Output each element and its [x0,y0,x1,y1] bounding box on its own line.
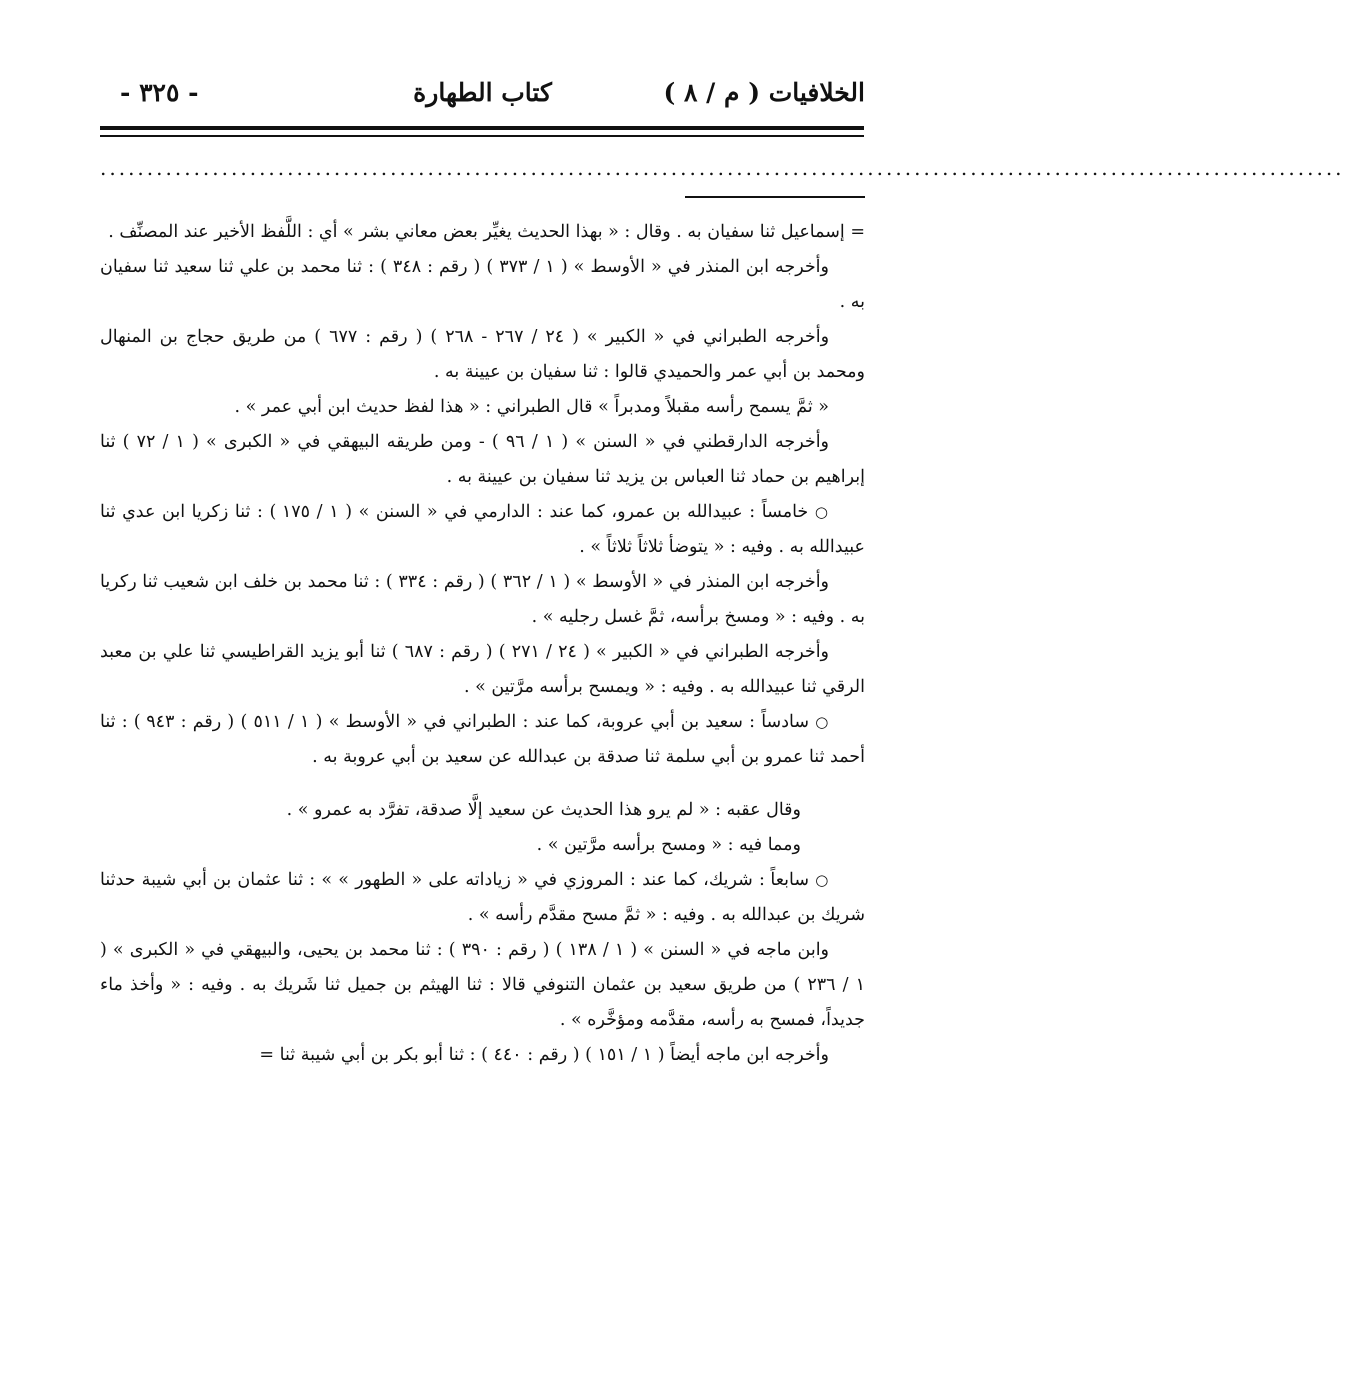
paragraph: وابن ماجه في « السنن » ( ١ / ١٣٨ ) ( رقم : ٣٩٠ ) : ثنا محمد بن يحيى، والبيهقي في « الكبرى » ( ١ / ٢٣٦ ) من طريق سعيد بن عثمان التنوفي قالا : ثنا الهيثم بن جميل ثنا شَريك به . وفيه : « وأخذ ماء جديداً، فمسح به رأسه، مقدَّمه ومؤخَّره » . [100,940,865,1030]
bullet-marker: ○ [815,713,829,731]
paragraph: ومما فيه : « ومسح برأسه مرَّتين » . [536,835,801,855]
paragraph: وأخرجه ابن المنذر في « الأوسط » ( ١ / ٣٦٢ ) ( رقم : ٣٣٤ ) : ثنا محمد بن خلف ابن شعيب ثنا ركريا به . وفيه : « ومسخ برأسه، ثمَّ غسل رجليه » . [100,572,865,627]
footnote-rule [685,196,865,198]
paragraph: = إسماعيل ثنا سفيان به . وقال : « بهذا الحديث يغيِّر بعض معاني بشر » أي : اللَّفظ الأخير عند المصنِّف . [108,222,865,242]
footnote-text [100,215,865,1073]
running-header [100,78,865,118]
paragraph: وأخرجه الطبراني في « الكبير » ( ٢٤ / ٢٦٧ - ٢٦٨ ) ( رقم : ٦٧٧ ) من طريق حجاج بن المنهال ومحمد بن أبي عمر والحميدي قالوا : ثنا سفيان بن عيينة به . [100,327,865,382]
header-rule-thick [100,126,864,130]
paragraph: وأخرجه الطبراني في « الكبير » ( ٢٤ / ٢٧١ ) ( رقم : ٦٨٧ ) ثنا أبو يزيد القراطيسي ثنا علي بن معبد الرقي ثنا عبيدالله به . وفيه : « ويمسح برأسه مرَّتين » . [100,642,865,697]
paragraph: ○ سادساً : سعيد بن أبي عروبة، كما عند : الطبراني في « الأوسط » ( ١ / ٥١١ ) ( رقم : ٩٤٣ ) : ثنا أحمد ثنا عمرو بن أبي سلمة ثنا صدقة بن عبدالله عن سعيد بن أبي عروبة به . [100,712,865,767]
paragraph: وأخرجه ابن المنذر في « الأوسط » ( ١ / ٣٧٣ ) ( رقم : ٣٤٨ ) : ثنا محمد بن علي ثنا سعيد ثنا سفيان به . [100,257,865,312]
bullet-marker: ○ [815,871,829,889]
dotted-separator: ..................................................................................................................................... [100,156,1345,180]
header-rule-thin [100,135,864,137]
paragraph: ○ سابعاً : شريك، كما عند : المروزي في « زياداته على « الطهور » » : ثنا عثمان بن أبي شيبة حدثنا شريك بن عبدالله به . وفيه : « ثمَّ مسح مقدَّم رأسه » . [100,870,865,925]
bullet-marker: ○ [814,503,829,521]
paragraph: ○ خامساً : عبيدالله بن عمرو، كما عند : الدارمي في « السنن » ( ١ / ١٧٥ ) : ثنا زكريا ابن عدي ثنا عبيدالله به . وفيه : « يتوضأ ثلاثاً ثلاثاً » . [100,502,865,557]
header-book-title: كتاب الطهارة [413,78,552,107]
paragraph: وأخرجه الدارقطني في « السنن » ( ١ / ٩٦ ) - ومن طريقه البيهقي في « الكبرى » ( ١ / ٧٢ ) ثنا إبراهيم بن حماد ثنا العباس بن يزيد ثنا سفيان بن عيينة به . [100,432,865,487]
paragraph: وأخرجه ابن ماجه أيضاً ( ١ / ١٥١ ) ( رقم : ٤٤٠ ) : ثنا أبو بكر بن أبي شيبة ثنا = [259,1045,829,1065]
header-chapter: الخلافيات ( م / ٨ ) [663,78,865,107]
paragraph: « ثمَّ يسمح رأسه مقبلاً ومدبراً » قال الطبراني : « هذا لفظ حديث ابن أبي عمر » . [234,397,829,417]
page-number: - ٣٢٥ - [120,78,199,107]
paragraph: وقال عقبه : « لم يرو هذا الحديث عن سعيد إلَّا صدقة، تفرَّد به عمرو » . [286,800,801,820]
